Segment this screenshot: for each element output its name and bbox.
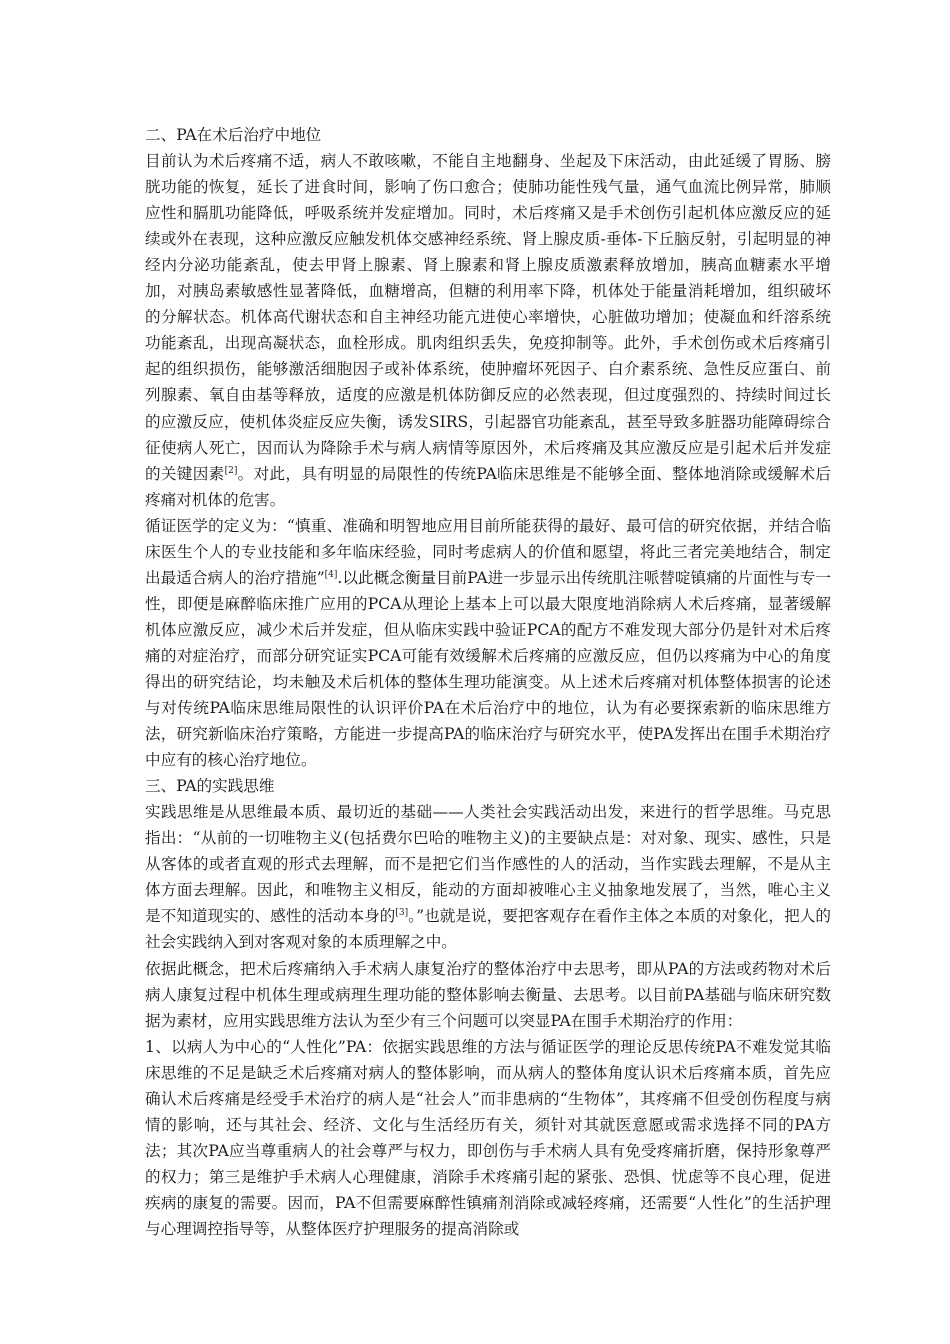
paragraph-text: 目前认为术后疼痛不适，病人不敢咳嗽，不能自主地翻身、坐起及下床活动，由此延缓了胃肠、膀胱功能的恢复，延长了进食时间，影响了伤口愈合；使肺功能性残气量，通气血流比例异常，肺顺应性和膈肌功能降低，呼吸系统并发症增加。同时，术后疼痛又是手术创伤引起机体应激反应的延续或外在表现，这种应激反应触发机体交感神经系统、肾上腺皮质-垂体-下丘脑反射，引起明显的神经内分泌功能紊乱，使去甲肾上腺素、肾上腺素和肾上腺皮质激素释放增加，胰高血糖素水平增加，对胰岛素敏感性显著降低，血糖增高，但糖的利用率下降，机体处于能量消耗增加，组织破坏的分解状态。机体高代谢状态和自主神经功能亢进使心率增快，心脏做功增加；使凝血和纤溶系统功能紊乱，出现高凝状态，血栓形成。肌肉组织丢失，免疫抑制等。此外，手术创伤或术后疼痛引起的组织损伤，能够激活细胞因子或补体系统，使肿瘤坏死因子、白介素系统、急性反应蛋白、前列腺素、氧自由基等释放，适度的应激是机体防御反应的必然表现，但过度强烈的、持续时间过长的应激反应，使机体炎症反应失衡，诱发SIRS，引起器官功能紊乱，甚至导致多脏器功能障碍综合征使病人死亡，因而认为降除手术与病人病情等原因外，术后疼痛及其应激反应是引起术后并发症的关键因素 <box>145 152 831 483</box>
section-heading-3: 三、PA的实践思维 <box>145 777 275 796</box>
paragraph-text: 。”也就是说，要把客观存在看作主体之本质的对象化，把人的社会实践纳入到对客观对象的本质理解之中。 <box>145 907 831 952</box>
citation-ref: [3] <box>395 908 409 919</box>
paragraph: 1、以病人为中心的“人性化”PA：依据实践思维的方法与循证医学的理论反思传统PA不难发觉其临床思维的不足是缺乏术后疼痛对病人的整体影响，而从病人的整体角度认识术后疼痛本质，首先应确认术后疼痛是经受手术治疗的病人是“社会人”而非患病的“生物体”，其疼痛不但受创伤程度与病情的影响，还与其社会、经济、文化与生活经历有关，须针对其就医意愿或需求选择不同的PA方法；其次PA应当尊重病人的社会尊严与权力，即创伤与手术病人具有免受疼痛折磨，保持形象尊严的权力；第三是维护手术病人心理健康，消除手术疼痛引起的紧张、恐惧、忧虑等不良心理，促进疾病的康复的需要。因而，PA不但需要麻醉性镇痛剂消除或减轻疼痛，还需要“人性化”的生活护理与心理调控指导等，从整体医疗护理服务的提高消除或 <box>145 1037 831 1238</box>
paragraph-text: 实践思维是从思维最本质、最切近的基础——人类社会实践活动出发，来进行的哲学思维。马克思指出：“从前的一切唯物主义(包括费尔巴哈的唯物主义)的主要缺点是：对对象、现实、感性，只是从客体的或者直观的形式去理解，而不是把它们当作感性的人的活动，当作实践去理解，不是从主体方面去理解。因此，和唯物主义相反，能动的方面却被唯心主义抽象地发展了，当然，唯心主义是不知道现实的、感性的活动本身的 <box>145 803 831 926</box>
section-heading-2: 二、PA在术后治疗中地位 <box>145 126 322 144</box>
paragraph-text: .以此概念衡量目前PA进一步显示出传统肌注哌替啶镇痛的片面性与专一性，即便是麻醉临床推广应用的PCA从理论上基本上可以最大限度地消除病人术后疼痛，显著缓解机体应激反应，减少术后并发症，但从临床实践中验证PCA的配方不难发现大部分仍是针对术后疼痛的对症治疗，而部分研究证实PCA可能有效缓解术后疼痛的应激反应，但仍以疼痛为中心的角度得出的研究结论，均未触及术后机体的整体生理功能演变。从上述术后疼痛对机体整体损害的论述与对传统PA临床思维局限性的认识评价PA在术后治疗中的地位，认为有必要探索新的临床思维方法，研究新临床治疗策略，方能进一步提高PA的临床治疗与研究水平，使PA发挥出在围手术期治疗中应有的核心治疗地位。 <box>145 568 831 770</box>
paragraph-text: 循证医学的定义为：“慎重、准确和明智地应用目前所能获得的最好、最可信的研究依据，并结合临床医生个人的专业技能和多年临床经验，同时考虑病人的价值和愿望，将此三者完美地结合，制定出最适合病人的治疗措施” <box>145 516 831 587</box>
citation-ref: [2] <box>224 465 238 476</box>
paragraph-text: 。对此，具有明显的局限性的传统PA临床思维是不能够全面、整体地消除或缓解术后疼痛对机体的危害。 <box>145 464 831 509</box>
paragraph <box>145 148 831 513</box>
paragraph <box>145 799 831 955</box>
document-body <box>145 122 831 1242</box>
citation-ref: [4] <box>324 569 338 580</box>
paragraph <box>145 513 831 773</box>
paragraph: 依据此概念，把术后疼痛纳入手术病人康复治疗的整体治疗中去思考，即从PA的方法或药物对术后病人康复过程中机体生理或病理生理功能的整体影响去衡量、去思考。以目前PA基础与临床研究数据为素材，应用实践思维方法认为至少有三个问题可以突显PA在围手术期治疗的作用： <box>145 959 831 1030</box>
